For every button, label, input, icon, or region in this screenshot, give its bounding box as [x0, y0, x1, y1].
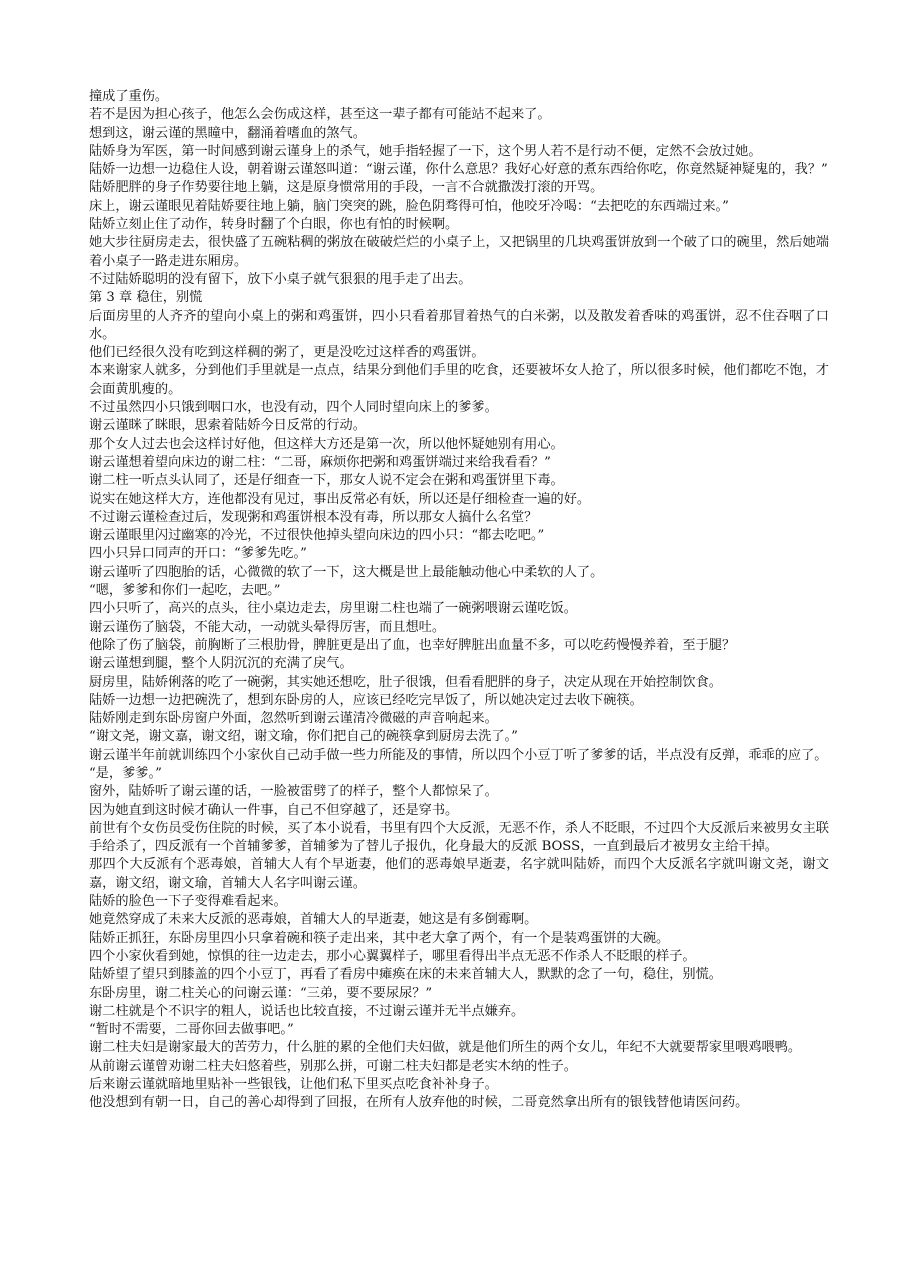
paragraph: 东卧房里，谢二柱关心的问谢云谨：“三弟，要不要尿尿？”	[89, 985, 433, 1001]
paragraph: 从前谢云谨曾劝谢二柱夫妇悠着些，别那么拼，可谢二柱夫妇都是老实木纳的性子。	[89, 1058, 577, 1074]
paragraph: 他没想到有朝一日，自己的善心却得到了回报，在所有人放弃他的时候，二哥竟然拿出所有的银钱替他请医问药。	[89, 1095, 749, 1111]
paragraph: 四小只异口同声的开口：“爹爹先吃。”	[89, 546, 307, 562]
paragraph: 谢二柱就是个不识字的粗人，说话也比较直接，不过谢云谨并无半点嫌弃。	[89, 1003, 525, 1019]
paragraph: 她竟然穿成了未来大反派的恶毒娘，首辅大人的早逝妻，她这是有多倒霉啊。	[89, 912, 538, 928]
paragraph: 四小只听了，高兴的点头，往小桌边走去，房里谢二柱也端了一碗粥喂谢云谨吃饭。	[89, 601, 577, 617]
paragraph: 撞成了重伤。	[89, 89, 169, 104]
paragraph: 谢云谨眼里闪过幽寒的冷光，不过很快他掉头望向床边的四小只：“都去吃吧。”	[89, 528, 545, 544]
paragraph: 陆娇肥胖的身子作势要往地上躺，这是原身惯常用的手段，一言不合就撒泼打滚的开骂。	[89, 180, 604, 196]
paragraph: 不过谢云谨检查过后，发现粥和鸡蛋饼根本没有毒，所以那女人搞什么名堂？	[89, 509, 538, 525]
paragraph: 谢二柱夫妇是谢家最大的苦劳力，什么脏的累的全他们夫妇做，就是他们所生的两个女儿，年纪不大就要帮家里喂鸡喂鸭。	[89, 1040, 802, 1056]
paragraph: 谢云谨伤了脑袋，不能大动，一动就头晕得厉害，而且想吐。	[89, 619, 446, 635]
paragraph: 若不是因为担心孩子，他怎么会伤成这样，甚至这一辈子都有可能站不起来了。	[89, 107, 551, 123]
paragraph: 说实在她这样大方，连他都没有见过，事出反常必有妖，所以还是仔细检查一遍的好。	[89, 491, 591, 507]
paragraph: 陆娇立刻止住了动作，转身时翻了个白眼，你也有怕的时候啊。	[89, 217, 459, 233]
paragraph: 本来谢家人就多，分到他们手里就是一点点，结果分到他们手里的吃食，还要被坏女人抢了，所以很多时候，他们都吃不饱，才会面黄肌瘦的。	[89, 363, 829, 397]
paragraph: 他们已经很久没有吃到这样稠的粥了，更是没吃过这样香的鸡蛋饼。	[89, 345, 485, 361]
paragraph: 窗外，陆娇听了谢云谨的话，一脸被雷劈了的样子，整个人都惊呆了。	[89, 784, 498, 800]
paragraph: 想到这，谢云谨的黑瞳中，翻涌着嗜血的煞气。	[89, 125, 366, 141]
paragraph: 那四个大反派有个恶毒娘，首辅大人有个早逝妻，他们的恶毒娘早逝妻，名字就叫陆娇，而四个大反派名字就叫谢文尧，谢文嘉，谢文绍，谢文瑜，首辅大人名字叫谢云谨。	[89, 857, 829, 891]
paragraph: 陆娇身为军医，第一时间感到谢云谨身上的杀气，她手指轻握了一下，这个男人若不是行动不便，定然不会放过她。	[89, 143, 762, 159]
paragraph: 陆娇望了望只到膝盖的四个小豆丁，再看了看房中瘫痪在床的未来首辅大人，默默的念了一句，稳住，别慌。	[89, 967, 722, 983]
paragraph: 后来谢云谨就暗地里贴补一些银钱，让他们私下里买点吃食补补身子。	[89, 1077, 498, 1093]
paragraph: 不过陆娇聪明的没有留下，放下小桌子就气狠狠的甩手走了出去。	[89, 271, 472, 287]
paragraph: 后面房里的人齐齐的望向小桌上的粥和鸡蛋饼，四小只看着那冒着热气的白米粥，以及散发着香味的鸡蛋饼，忍不住吞咽了口水。	[89, 308, 829, 342]
paragraph: 床上，谢云谨眼见着陆娇要往地上躺，脑门突突的跳，脸色阴骛得可怕，他咬牙冷喝：“去把吃的东西端过来。”	[89, 198, 729, 214]
paragraph: 陆娇刚走到东卧房窗户外面，忽然听到谢云谨清冷微磁的声音响起来。	[89, 711, 498, 727]
paragraph: 因为她直到这时候才确认一件事，自己不但穿越了，还是穿书。	[89, 802, 459, 818]
paragraph: 谢云谨想到腿，整个人阴沉沉的充满了戾气。	[89, 656, 353, 672]
paragraph: 陆娇一边想一边把碗洗了，想到东卧房的人，应该已经吃完早饭了，所以她决定过去收下碗筷。	[89, 692, 643, 708]
paragraph: “是，爹爹。”	[89, 765, 162, 781]
chapter-heading: 第 3 章 稳住，别慌	[89, 290, 203, 306]
paragraph: 谢云谨听了四胞胎的话，心微微的软了一下，这大概是世上最能触动他心中柔软的人了。	[89, 564, 604, 580]
paragraph: 不过虽然四小只饿到咽口水，也没有动，四个人同时望向床上的爹爹。	[89, 400, 498, 416]
paragraph: 谢云谨眯了眯眼，思索着陆娇今日反常的行动。	[89, 418, 366, 434]
document-page	[89, 88, 829, 1113]
paragraph: 谢云谨半年前就训练四个小家伙自己动手做一些力所能及的事情，所以四个小豆丁听了爹爹的话，半点没有反弹，乖乖的应了。	[89, 747, 828, 763]
paragraph: 谢二柱一听点头认同了，还是仔细查一下，那女人说不定会在粥和鸡蛋饼里下毒。	[89, 473, 564, 489]
paragraph: 他除了伤了脑袋，前胸断了三根肋骨，脾脏更是出了血，也幸好脾脏出血量不多，可以吃药慢慢养着，至于腿？	[89, 637, 736, 653]
paragraph: “暂时不需要，二哥你回去做事吧。”	[89, 1022, 294, 1038]
paragraph: 陆娇正抓狂，东卧房里四小只拿着碗和筷子走出来，其中老大拿了两个，有一个是装鸡蛋饼的大碗。	[89, 930, 670, 946]
paragraph: 前世有个女伤员受伤住院的时候，买了本小说看，书里有四个大反派，无恶不作，杀人不眨眼，不过四个大反派后来被男女主联手给杀了，四反派有一个首辅爹爹，首辅爹为了替儿子报仇，化身最大的反派 BOSS，一直到最后才被男女主给干掉。	[89, 820, 829, 855]
paragraph: 厨房里，陆娇俐落的吃了一碗粥，其实她还想吃，肚子很饿，但看看肥胖的身子，决定从现在开始控制饮食。	[89, 674, 722, 690]
paragraph: “嗯，爹爹和你们一起吃，去吧。”	[89, 583, 281, 599]
paragraph: 陆娇一边想一边稳住人设，朝着谢云谨怒叫道：“谢云谨，你什么意思？我好心好意的煮东西给你吃，你竟然疑神疑鬼的，我？”	[89, 162, 828, 178]
paragraph: 陆娇的脸色一下子变得难看起来。	[89, 894, 287, 910]
paragraph: 她大步往厨房走去，很快盛了五碗粘稠的粥放在破破烂烂的小桌子上，又把锅里的几块鸡蛋饼放到一个破了口的碗里，然后她端着小桌子一路走进东厢房。	[89, 235, 829, 269]
paragraph: 谢云谨想着望向床边的谢二柱：“二哥，麻烦你把粥和鸡蛋饼端过来给我看看？”	[89, 454, 551, 470]
paragraph: “谢文尧，谢文嘉，谢文绍，谢文瑜，你们把自己的碗筷拿到厨房去洗了。”	[89, 729, 518, 745]
paragraph: 那个女人过去也会这样讨好他，但这样大方还是第一次，所以他怀疑她别有用心。	[89, 436, 564, 452]
paragraph: 四个小家伙看到她，惊惧的往一边走去，那小心翼翼样子，哪里看得出半点无恶不作杀人不眨眼的样子。	[89, 948, 696, 964]
